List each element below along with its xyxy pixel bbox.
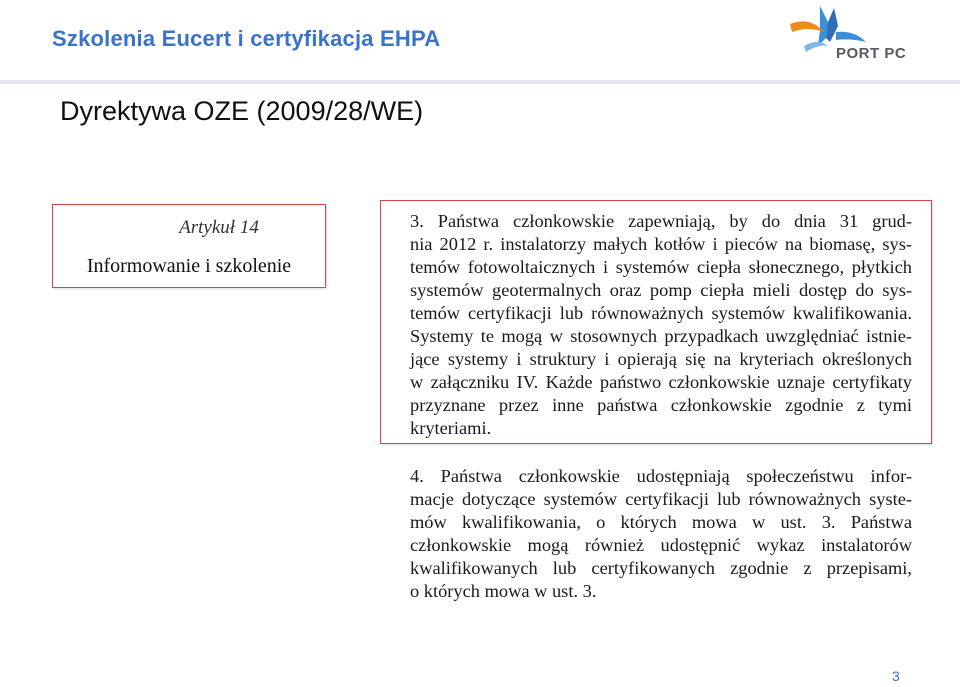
- header-divider: [0, 80, 960, 84]
- paragraph-line: nia 2012 r. instalatorzy małych kotłów i pieców na biomasę, sys-: [410, 234, 912, 254]
- paragraph-3: [410, 210, 912, 440]
- paragraph-line: Systemy te mogą w stosownych przypadkach uwzględniać istnie-: [410, 326, 912, 346]
- slide-title: Dyrektywa OZE (2009/28/WE): [60, 96, 424, 126]
- article-box: [52, 204, 326, 288]
- paragraph-line: kryteriami.: [410, 418, 492, 438]
- paragraph-line: 3. Państwa członkowskie zapewniają, by do dnia 31 grud-: [410, 211, 912, 231]
- paragraph-line: kwalifikowanych lub certyfikowanych zgodnie z przepisami,: [410, 558, 912, 578]
- paragraph-line: temów fotowoltaicznych i systemów ciepła słonecznego, płytkich: [410, 257, 912, 277]
- paragraph-line: mów kwalifikowania, o których mowa w ust. 3. Państwa: [410, 512, 912, 532]
- port-pc-logo: [780, 2, 920, 74]
- article-subject: Informowanie i szkolenie: [86, 255, 292, 277]
- paragraph-line: w załączniku IV. Każde państwo członkowskie uznaje certyfikaty: [410, 372, 912, 392]
- paragraph-line: systemów geotermalnych oraz pomp ciepła mieli dostęp do sys-: [410, 280, 912, 300]
- paragraph-4: [410, 465, 912, 603]
- article-number: Artykuł 14: [179, 217, 259, 238]
- logo-text: PORT PC: [836, 45, 907, 62]
- paragraph-line: 4. Państwa członkowskie udostępniają społeczeństwu infor-: [410, 466, 912, 486]
- page-number: 3: [892, 668, 900, 684]
- paragraph-line: członkowskie mogą również udostępnić wykaz instalatorów: [410, 535, 912, 555]
- paragraph-line: jące systemy i struktury i opierają się na kryteriach określonych: [410, 349, 912, 369]
- header-title: Szkolenia Eucert i certyfikacja EHPA: [52, 26, 441, 51]
- paragraph-line: o których mowa w ust. 3.: [410, 581, 597, 601]
- paragraph-line: przyznane przez inne państwa członkowskie zgodnie z tymi: [410, 395, 912, 415]
- paragraph-line: temów certyfikacji lub równoważnych systemów kwalifikowania.: [410, 303, 912, 323]
- paragraph-line: macje dotyczące systemów certyfikacji lub równoważnych syste-: [410, 489, 912, 509]
